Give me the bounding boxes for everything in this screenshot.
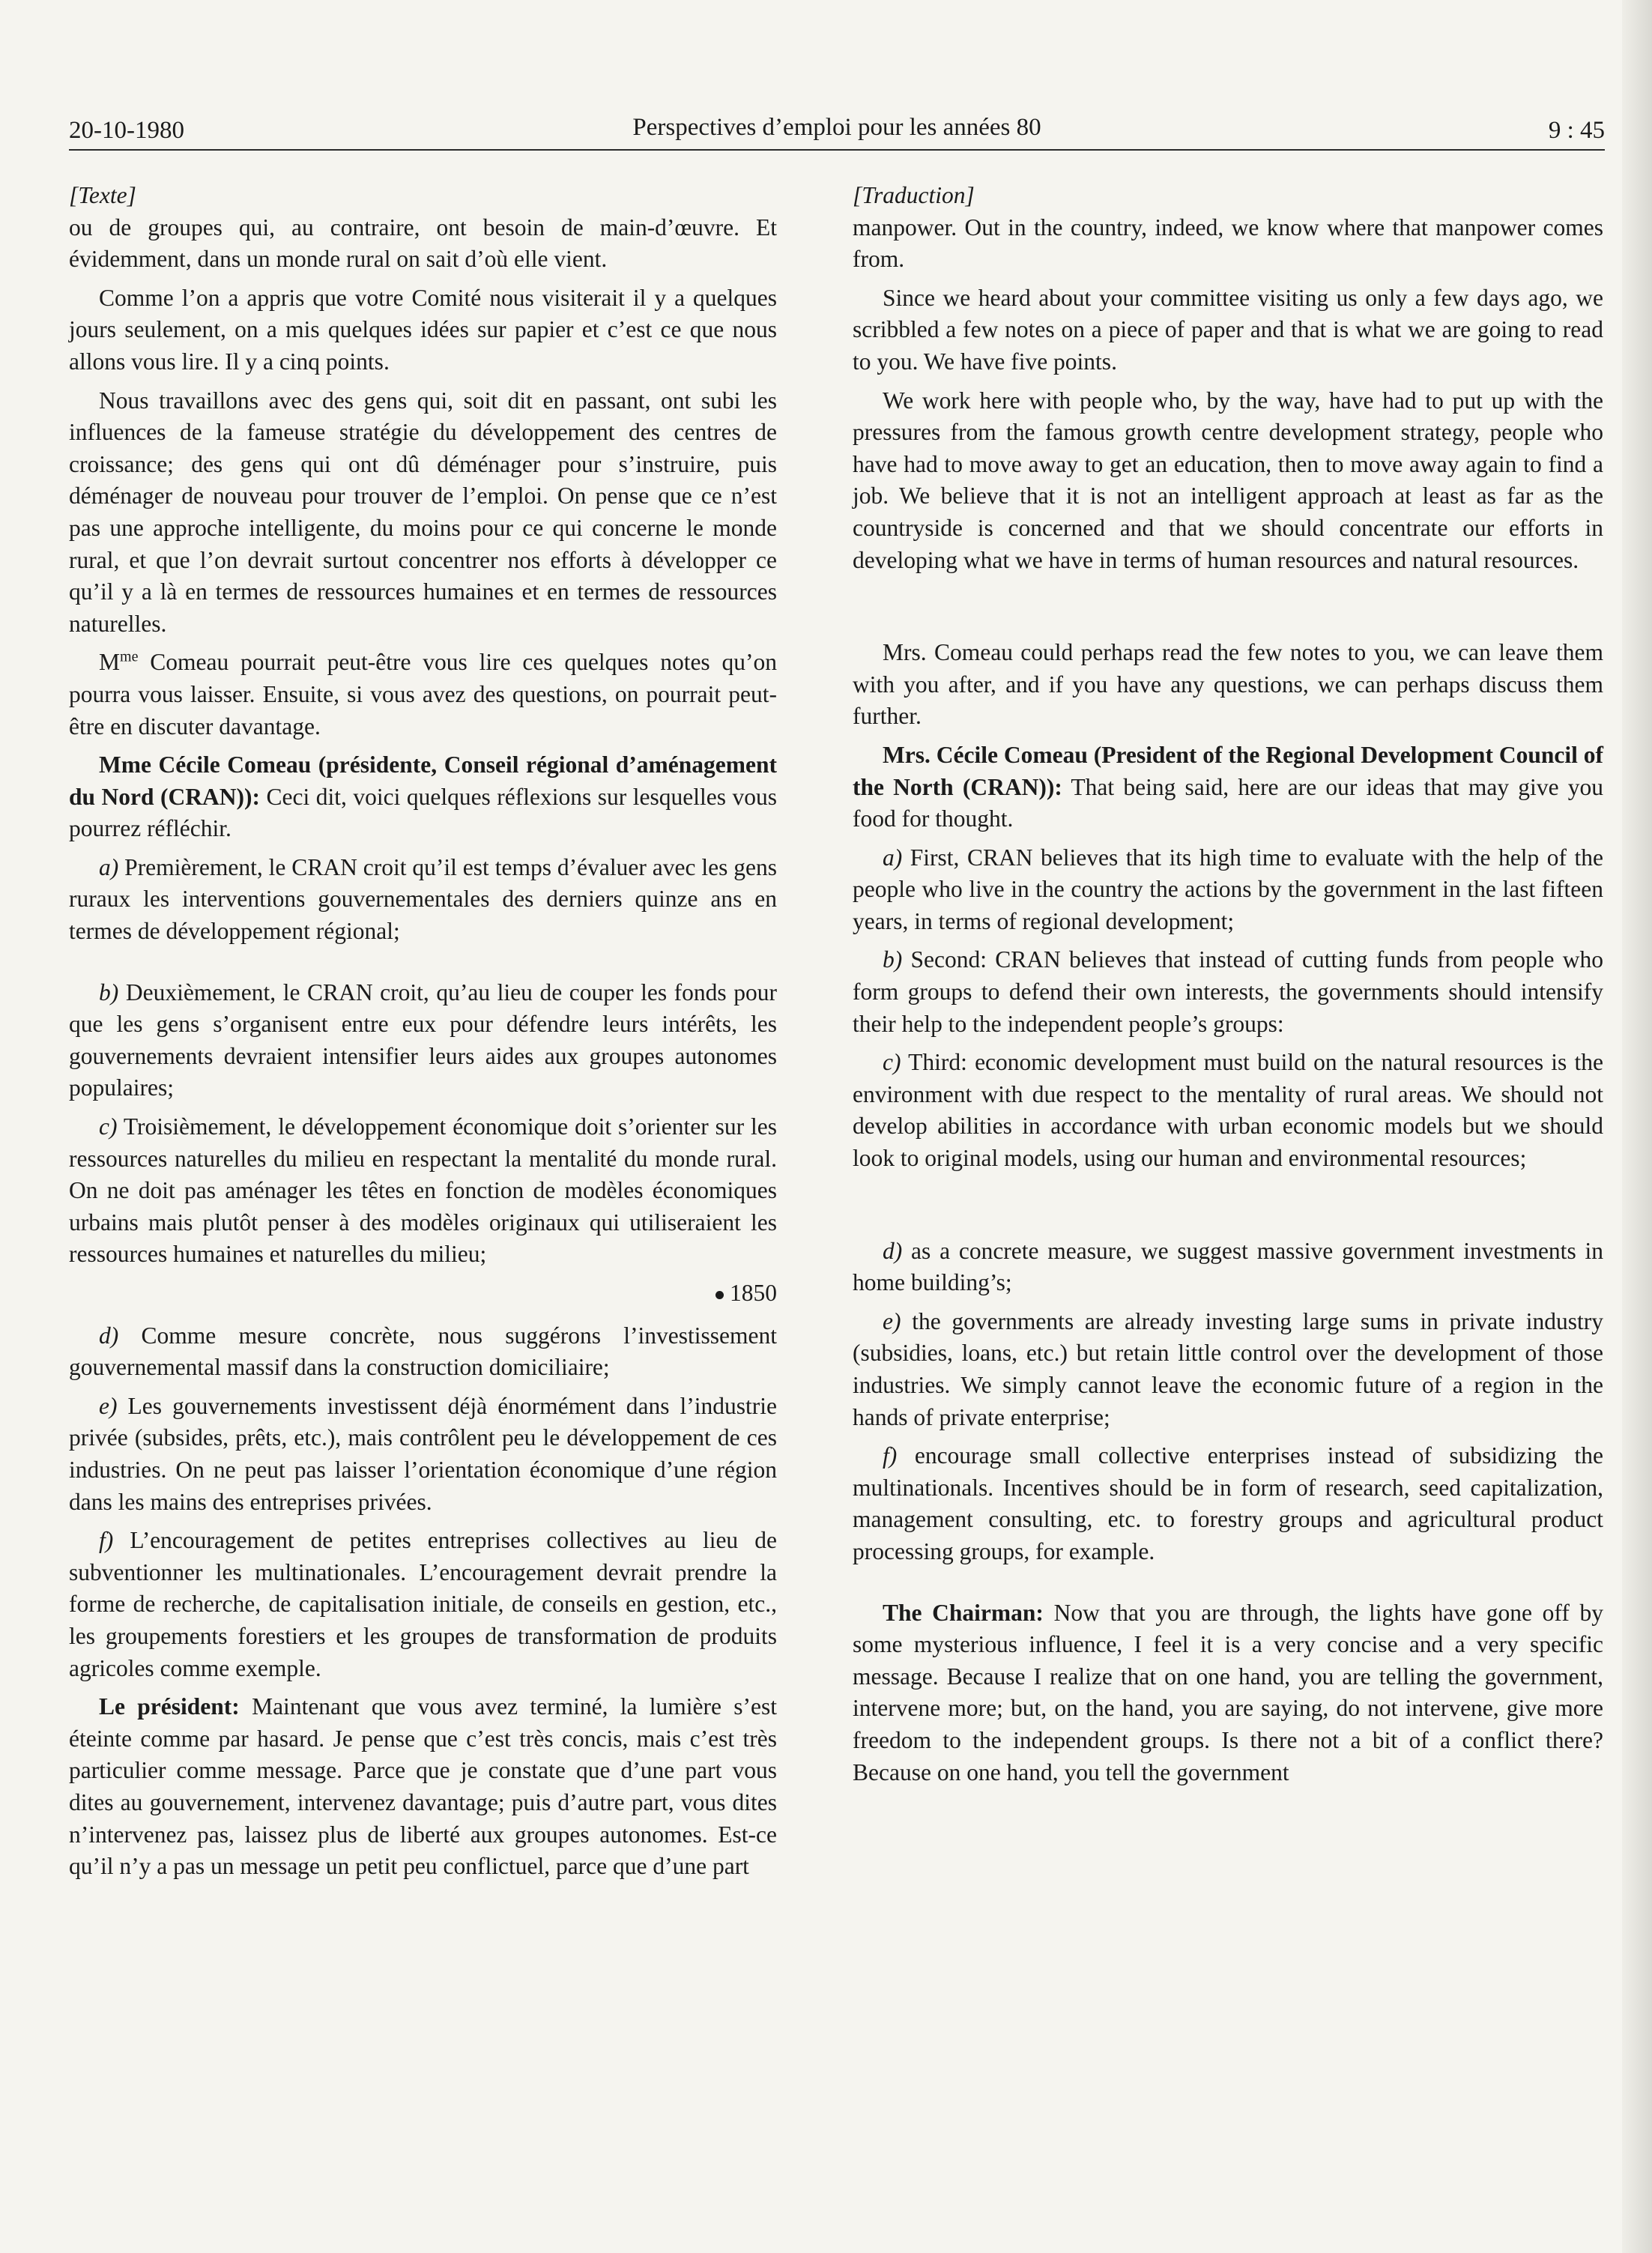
paragraph: Comme l’on a appris que votre Comité nous visiterait il y a quelques jours seulement, on a mis quelques idées sur papier et c’est ce que nous allons vous lire. Il y a cinq points.	[69, 284, 777, 375]
list-item: f) L’encouragement de petites entreprises collectives au lieu de subventionner les multinationales. L’encouragement devrait prendre la forme de recherche, de capitalisation initiale, de conseils en gestion, etc., les groupements forestiers et les groupes de transformation de produits agricoles comme exemple.	[69, 1527, 777, 1681]
time-marker: 1850	[69, 1277, 777, 1310]
list-item: b) Second: CRAN believes that instead of cutting funds from people who form groups to defend their own interests, the governments should intensify their help to the independent people’s groups:	[853, 946, 1603, 1037]
page-edge-shadow	[1622, 0, 1652, 2253]
list-item: a) Premièrement, le CRAN croit qu’il est temps d’évaluer avec les gens ruraux les interventions gouvernementales des derniers quinze ans en termes de développement régional;	[69, 853, 777, 945]
header-page-number: 9 : 45	[1548, 117, 1605, 144]
page-header	[69, 112, 1605, 148]
list-item: e) Les gouvernements investissent déjà énormément dans l’industrie privée (subsides, prêts, etc.), mais contrôlent peu le développement de ces industries. On ne peut pas laisser l’orientation économique d’une région dans les mains des entreprises privées.	[69, 1392, 777, 1515]
speaker-name: Mme Cécile Comeau (présidente, Conseil régional d’aménagement du Nord (CRAN)):	[69, 751, 777, 810]
paragraph: Nous travaillons avec des gens qui, soit dit en passant, ont subi les influences de la fameuse stratégie du développement des centres de croissance; des gens qui ont dû déménager pour s’instruire, puis déménager de nouveau pour trouver de l’emploi. On pense que ce n’est pas une approche intelligente, du moins pour ce qui concerne le monde rural, et que l’on devrait surtout concentrer nos efforts à développer ce qu’il y a là en termes de ressources humaines et en termes de ressources naturelles.	[69, 387, 777, 637]
speaker-name: Mrs. Cécile Comeau (President of the Regional Development Council of the North (CRAN)):	[853, 741, 1603, 800]
paragraph: Since we heard about your committee visiting us only a few days ago, we scribbled a few notes on a piece of paper and that is what we are going to read to you. We have five points.	[853, 284, 1603, 375]
paragraph: $M^{me}$ Comeau pourrait peut-être vous lire ces quelques notes qu’on pourra vous laisser. Ensuite, si vous avez des questions, on pourrait peut-être en discuter davantage.	[69, 648, 777, 740]
speaker-paragraph: Mrs. Cécile Comeau (President of the Regional Development Council of the North (CRAN)): That being said, here are our ideas that may give you food for thought.	[853, 741, 1603, 832]
list-item: e) the governments are already investing large sums in private industry (subsidies, loans, etc.) but retain little control over the development of those industries. We simply cannot leave the economic future of a region in the hands of private enterprise;	[853, 1307, 1603, 1430]
spacer	[69, 955, 777, 977]
english-column	[853, 180, 1603, 1795]
speaker-paragraph: Le président: Maintenant que vous avez terminé, la lumière s’est éteinte comme par hasard. Je pense que c’est très concis, mais c’est très particulier comme message. Parce que je constate que d’une part vous dites au gouvernement, intervenez davantage; puis d’autre part, vous dites n’intervenez pas, laissez plus de liberté aux groupes autonomes. Est-ce qu’il n’y a pas un message un petit peu conflictuel, parce que d’une part	[69, 1693, 778, 1880]
list-item: a) First, CRAN believes that its high time to evaluate with the help of the people who live in the country the actions by the government in the last fifteen years, in terms of regional development;	[853, 844, 1603, 934]
list-item: d) Comme mesure concrète, nous suggérons l’investissement gouvernemental massif dans la construction domiciliaire;	[69, 1322, 777, 1381]
paragraph: ou de groupes qui, au contraire, ont besoin de main-d’œuvre. Et évidemment, dans un monde rural on sait d’où elle vient.	[69, 214, 777, 273]
list-item: c) Third: economic development must build on the natural resources is the environment with due respect to the mentality of rural areas. We should not develop abilities in accordance with urban economic models but we should look to original models, using our human and environmental resources;	[853, 1049, 1603, 1172]
list-item: d) as a concrete measure, we suggest massive government investments in home building’s;	[853, 1237, 1603, 1296]
header-rule	[69, 149, 1605, 151]
spacer	[853, 1575, 1603, 1597]
header-title: Perspectives d’emploi pour les années 80	[632, 114, 1041, 141]
paragraph: We work here with people who, by the way, have had to put up with the pressures from the famous growth centre development strategy, people who have had to move away to get an education, then to move away again to find a job. We believe that it is not an intelligent approach at least as far as the countryside is concerned and that we should concentrate our efforts in developing what we have in terms of human resources and natural resources.	[853, 387, 1603, 573]
header-date: 20-10-1980	[69, 117, 184, 144]
speaker-name: The Chairman:	[883, 1599, 1044, 1626]
list-item: f) encourage small collective enterprises instead of subsidizing the multinationals. Incentives should be in form of research, seed capitalization, management consulting, etc. to forestry groups and agricultural product processing groups, for example.	[853, 1442, 1603, 1564]
paragraph: manpower. Out in the country, indeed, we know where that manpower comes from.	[853, 214, 1603, 273]
column-label-traduction: [Traduction]	[853, 182, 975, 208]
paragraph: Mrs. Comeau could perhaps read the few notes to you, we can leave them with you after, and if you have any questions, we can perhaps discuss them further.	[853, 639, 1603, 730]
spacer	[853, 583, 1603, 637]
speaker-paragraph: The Chairman: Now that you are through, the lights have gone off by some mysterious influence, I feel it is a very concise and a very specific message. Because I realize that on one hand, you are telling the government, intervene more; but, on the hand, you are saying, do not intervene, give more freedom to the independent groups. Is there not a bit of a conflict there? Because on one hand, you tell the government	[853, 1599, 1603, 1785]
spacer	[853, 1182, 1603, 1236]
bullet-icon	[715, 1291, 724, 1299]
french-column	[69, 180, 777, 1890]
list-item: b) Deuxièmement, le CRAN croit, qu’au lieu de couper les fonds pour que les gens s’organisent entre eux pour défendre leurs intérêts, les gouvernements devraient intensifier leurs aides aux groupes autonomes populaires;	[69, 979, 777, 1101]
column-label-texte: [Texte]	[69, 182, 136, 208]
speaker-paragraph: Mme Cécile Comeau (présidente, Conseil régional d’aménagement du Nord (CRAN)): Ceci dit, voici quelques réflexions sur lesquelles vous pourrez réfléchir.	[69, 751, 777, 842]
list-item: c) Troisièmement, le développement économique doit s’orienter sur les ressources naturelles du milieu en respectant la mentalité du monde rural. On ne doit pas aménager les têtes en fonction de modèles économiques urbains mais plutôt penser à des modèles originaux qui utiliseraient les ressources humaines et naturelles du milieu;	[69, 1113, 777, 1268]
speaker-name: Le président:	[99, 1693, 240, 1720]
